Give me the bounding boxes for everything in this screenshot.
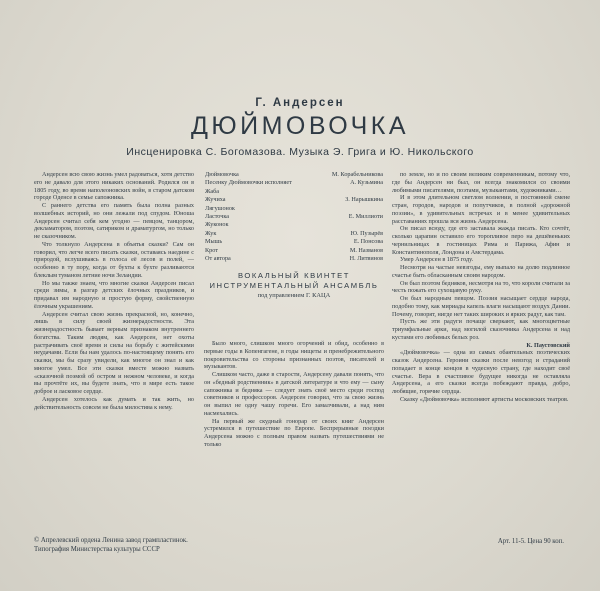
cast-actor: М. Корабельникова xyxy=(331,171,383,178)
middle-text-column xyxy=(204,340,384,449)
cast-role: Крот xyxy=(205,246,218,254)
cast-role: Жуконок xyxy=(205,221,229,229)
paragraph: Пусть же эти радуги почаще сверкают, как многоцветные триумфальные арки, над могилой сказочника Андерсена и над кустами его любимых белых роз. xyxy=(392,318,570,341)
paragraph: Но мы также знаем, что многие сказки Андерсен писал среди зимы, в разгар детских ёлочных праздников, и придавал им народную и простую форму, свойственную ёлочным украшениям. xyxy=(34,279,194,310)
paragraph: «Дюймовочка» — одна из самых обаятельных поэтических сказок Андерсена. Героини сказки после невзгод и страданий попадает в конце концов в чудесную страну, где находит своё счастье. Вера в счастливое будущее никогда не оставляла Андерсена, а его сказки всегда побеждают правда, добро, любящие, горячие сердца. xyxy=(392,349,570,395)
cast-role: Ласточка xyxy=(205,213,230,221)
paragraph: Было много, слишком много огорчений и обид, особенно в первые годы в Копенгагене, в годы нищеты и пренебрежительного покровительства со стороны признанных поэтов, писателей и музыкантов. xyxy=(204,340,384,371)
paragraph: Сказку «Дюймовочка» исполняют артисты московских театров. xyxy=(400,395,569,403)
cast-actor: Е. Понсова xyxy=(353,238,383,246)
cast-row xyxy=(205,171,383,179)
paragraph: Андерсен всю свою жизнь умел радоваться, хотя детство его не давало для этого никаких оснований. Родился он в 1805 году, во время наполеоновских войн, в старом датском городе Оденсе в семье сапожника. xyxy=(34,171,194,202)
ensemble-conductor: под управлением Г. КАЦА xyxy=(257,292,331,299)
paragraph: Андерсен хотелось как думать и так жить, но действительность совсем не была милостива к нему. xyxy=(34,395,194,411)
cast-role: Песенку Дюймовочки исполняет xyxy=(205,179,292,187)
cast-actor: А. Кузьмина xyxy=(350,179,383,187)
cast-role: Мышь xyxy=(205,238,223,246)
cast-role: От автора xyxy=(205,255,231,263)
cast-role: Лягушонок xyxy=(205,204,235,212)
publisher-credit xyxy=(34,536,188,554)
right-text-column xyxy=(392,171,570,404)
cast-row xyxy=(205,221,383,229)
paragraph: Он был поэтом бедняков, несмотря на то, что короли считали за честь пожать его сухощавую руку. xyxy=(392,279,570,295)
printer-line: Типография Министерства культуры СССР xyxy=(34,546,160,553)
paragraph: Умер Андерсен в 1875 году. xyxy=(400,256,474,264)
cast-row xyxy=(205,205,383,213)
cast-row xyxy=(205,247,383,255)
paragraph: по земле, но и по своим великим современникам, потому что, где бы Андерсен ни был, он всегда знакомился со своими любимыми писателями, поэтами, музыкантами, художниками… xyxy=(392,171,570,194)
cast-role: Жучиха xyxy=(205,196,226,204)
cast-actor: З. Нарышкина xyxy=(345,196,383,204)
essay-signature: К. Паустовский xyxy=(526,341,570,349)
paragraph: Что толкнуло Андерсена в объятья сказки? Сам он говорил, что легче всего писать сказки, оставаясь наедине с природой, вслушиваясь в голоса её лесов и полей, — особенно в ту пору, когда от бухты к бухте разливаются блеклым туманом летние ночи Зеландии. xyxy=(34,240,194,279)
paragraph: Несмотря на частые невзгоды, ему выпало на долю подлинное счастье быть обласканным своим народом. xyxy=(392,264,570,279)
ensemble-line: ВОКАЛЬНЫЙ КВИНТЕТ xyxy=(237,271,351,280)
catalog-price: Арт. 11-5. Цена 90 коп. xyxy=(497,538,564,545)
page-title: ДЮЙМОВОЧКА xyxy=(190,112,410,140)
paragraph: С раннего детства его память была полна разных волшебных историй, но они лежали под спудом. Юноша Андерсен считал себя кем угодно — певцом, танцором, декламатором, поэтом, сатириком и драматургом, но только не сказочником. xyxy=(34,202,194,240)
author-name: Г. Андерсен xyxy=(255,97,345,109)
paragraph: Андерсен считал свою жизнь прекрасной, но, конечно, лишь в силу своей жизнерадостности. Эта жизнерадостность бывает верным признаком внутреннего богатства. Таким людям, как Андерсен, нет охоты растрачивать своё время и силы на борьбу с житейскими неудачами. Если бы нам удалось по-настоящему понять его сказки, мы бы сразу увидели, как многое он знал и как многое умел. Все эти сказки вместе можно назвать «сказочной поэмой об остром и нежном человеке, и когда вы прочтёте их, вы будете знать, что в мире есть такое доброе и ласковое сердце. xyxy=(34,310,194,395)
cast-role: Дюймовочка xyxy=(205,171,239,178)
cast-actor: Ю. Пузырёв xyxy=(350,229,383,237)
publisher-line: © Апрелевский ордена Ленина завод грампластинок. xyxy=(34,537,188,544)
ensemble-line: ИНСТРУМЕНТАЛЬНЫЙ АНСАМБЛЬ xyxy=(209,281,379,290)
cast-actor: Е. Миллиоти xyxy=(348,213,383,221)
cast-row xyxy=(205,179,383,187)
cast-list xyxy=(205,171,383,263)
paragraph: Он был народным певцом. Поэзия насыщает сердце народа, подобно тому, как мириады капель влаги насыщают воздух Дании. Почему, говорят, нигде нет таких широких и ярких радуг, как там. xyxy=(392,295,570,318)
cast-row xyxy=(205,213,383,221)
paragraph: Слишком часто, даже в старости, Андерсену давали понять, что он «бедный родственник» в датской литературе и что ему — сыну сапожника и бедняка — следует знать своё место среди господ советников и профессоров. Андерсен говорил, что за свою жизнь он выпил не одну чашу горечи. Его замалчивали, а над ним насмехались. xyxy=(204,371,384,417)
paragraph: И в этом длительном светлом волнении, в постоянной смене стран, городов, народов и попутчиков, в полной «дорожной поэзии», в удивительных встречах и в менее удивительных расставаниях прошла вся жизнь Андерсена. xyxy=(392,194,570,225)
cast-role: Жаба xyxy=(205,187,220,195)
cast-row xyxy=(205,255,383,263)
cast-row xyxy=(205,238,383,246)
cast-actor: Н. Литвинов xyxy=(349,255,383,263)
left-text-column xyxy=(34,171,194,411)
paragraph: Он писал всюду, где его заставала жажда писать. Кто сочтёт, сколько царапин оставило его торопливое перо на дешёвеньких чернильницах в гостиницах Рима и Парижа, Афин и Константинополя, Лондона и Амстердама. xyxy=(392,225,570,256)
cast-role: Жук xyxy=(205,229,217,237)
cast-row xyxy=(205,230,383,238)
paragraph: На первый же скудный гонорар от своих книг Андерсен устремился в путешествие по Европе. Беспрерывные поездки Андерсена можно с полным правом назвать путешествиями не только xyxy=(204,417,384,448)
ensemble-credit xyxy=(205,271,383,300)
cast-row xyxy=(205,188,383,196)
cast-row xyxy=(205,196,383,204)
cast-actor: М. Названов xyxy=(349,246,383,254)
subtitle: Инсценировка С. Богомазова. Музыка Э. Грига и Ю. Никольского xyxy=(126,146,474,158)
